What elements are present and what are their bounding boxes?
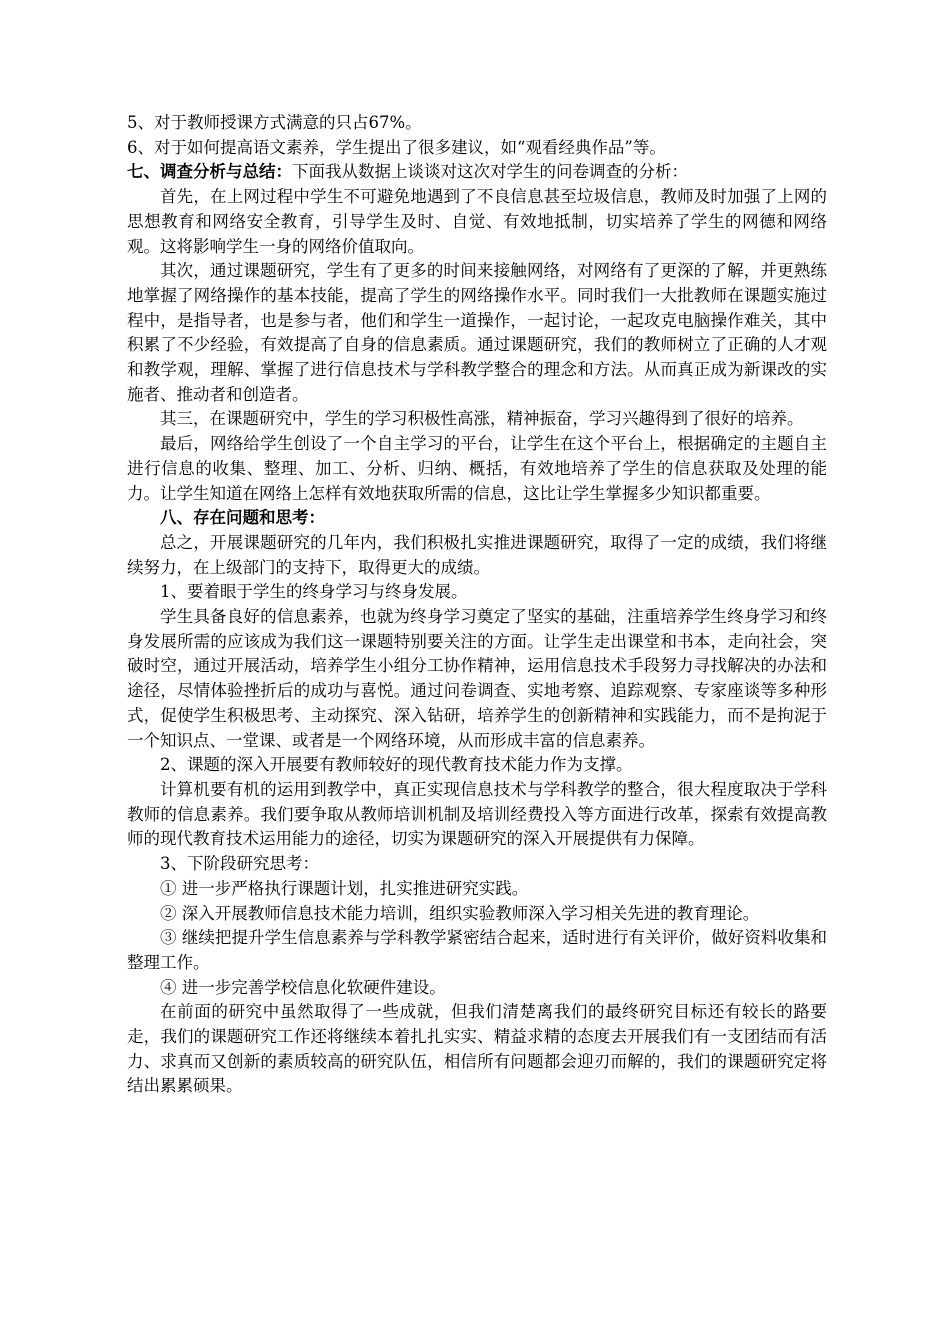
section-7-paragraph-4: 最后，网络给学生创设了一个自主学习的平台，让学生在这个平台上，根据确定的主题自主进行信息的收集、整理、加工、分析、归纳、概括，有效地培养了学生的信息获取及处理的能力。让学生知道在网络上怎样有效地获取所需的信息，这比让学生掌握多少知识都重要。: [127, 434, 827, 503]
section-8-item-1-body: 学生具备良好的信息素养，也就为终身学习奠定了坚实的基础，注重培养学生终身学习和终身发展所需的应该成为我们这一课题特别要关注的方面。让学生走出课堂和书本，走向社会，突破时空，通过开展活动，培养学生小组分工协作精神，运用信息技术手段努力寻找解决的办法和途径，尽情体验挫折后的成功与喜悦。通过问卷调查、实地考察、追踪观察、专家座谈等多种形式，促使学生积极思考、主动探究、深入钻研，培养学生的创新精神和实践能力，而不是拘泥于一个知识点、一堂课、或者是一个网络环境，从而形成丰富的信息素养。: [127, 607, 827, 750]
section-8-heading: 八、存在问题和思考：: [160, 508, 325, 528]
section-8-item-2-body: 计算机要有机的运用到教学中，真正实现信息技术与学科教学的整合，很大程度取决于学科教师的信息素养。我们要争取从教师培训机制及培训经费投入等方面进行改革，探索有效提高教师的现代教育技术运用能力的途径，切实为课题研究的深入开展提供有力保障。: [127, 779, 827, 849]
section-8-item-2: 2、课题的深入开展要有教师较好的现代教育技术能力作为支撑。: [160, 755, 633, 775]
section-8-item-1: 1、要着眼于学生的终身学习与终身发展。: [160, 582, 468, 602]
line-item-5: 5、对于教师授课方式满意的只占67%。: [127, 113, 422, 132]
section-8-subitem-3: ③ 继续把提升学生信息素养与学科教学紧密结合起来，适时进行有关评价，做好资料收集和整理工作。: [127, 928, 827, 972]
section-7-intro: 下面我从数据上谈谈对这次对学生的问卷调查的分析：: [292, 162, 688, 182]
document-page: [127, 111, 827, 1099]
section-7-heading: 七、调查分析与总结：: [127, 162, 292, 182]
section-7-paragraph-1: 首先，在上网过程中学生不可避免地遇到了不良信息甚至垃圾信息，教师及时加强了上网的思想教育和网络安全教育，引导学生及时、自觉、有效地抵制，切实培养了学生的网德和网络观。这将影响学生一身的网络价值取向。: [127, 187, 827, 256]
section-8-subitem-1: ① 进一步严格执行课题计划，扎实推进研究实践。: [160, 878, 529, 898]
line-item-6: 6、对于如何提高语文素养，学生提出了很多建议，如“观看经典作品”等。: [127, 137, 666, 157]
section-8-closing: 在前面的研究中虽然取得了一些成就，但我们清楚离我们的最终研究目标还有较长的路要走，我们的课题研究工作还将继续本着扎扎实实、精益求精的态度去开展我们有一支团结而有活力、求真而又创新的素质较高的研究队伍，相信所有问题都会迎刃而解的，我们的课题研究定将结出累累硕果。: [127, 1002, 827, 1096]
section-7-paragraph-3: 其三，在课题研究中，学生的学习积极性高涨，精神振奋，学习兴趣得到了很好的培养。: [160, 409, 804, 429]
section-7-paragraph-2: 其次，通过课题研究，学生有了更多的时间来接触网络，对网络有了更深的了解，并更熟练地掌握了网络操作的基本技能，提高了学生的网络操作水平。同时我们一大批教师在课题实施过程中，是指导者，也是参与者，他们和学生一道操作，一起讨论，一起攻克电脑操作难关，其中积累了不少经验，有效提高了自身的信息素质。通过课题研究，我们的教师树立了正确的人才观和教学观，理解、掌握了进行信息技术与学科教学整合的理念和方法。从而真正成为新课改的实施者、推动者和创造者。: [127, 261, 827, 404]
section-8-paragraph-1: 总之，开展课题研究的几年内，我们积极扎实推进课题研究，取得了一定的成绩，我们将继续努力，在上级部门的支持下，取得更大的成绩。: [127, 532, 827, 577]
section-7-heading-line: [127, 160, 827, 185]
section-8-subitem-4: ④ 进一步完善学校信息化软硬件建设。: [160, 977, 446, 997]
section-8-item-3: 3、下阶段研究思考：: [160, 854, 319, 874]
section-8-subitem-2: ② 深入开展教师信息技术能力培训，组织实验教师深入学习相关先进的教育理论。: [160, 903, 760, 923]
